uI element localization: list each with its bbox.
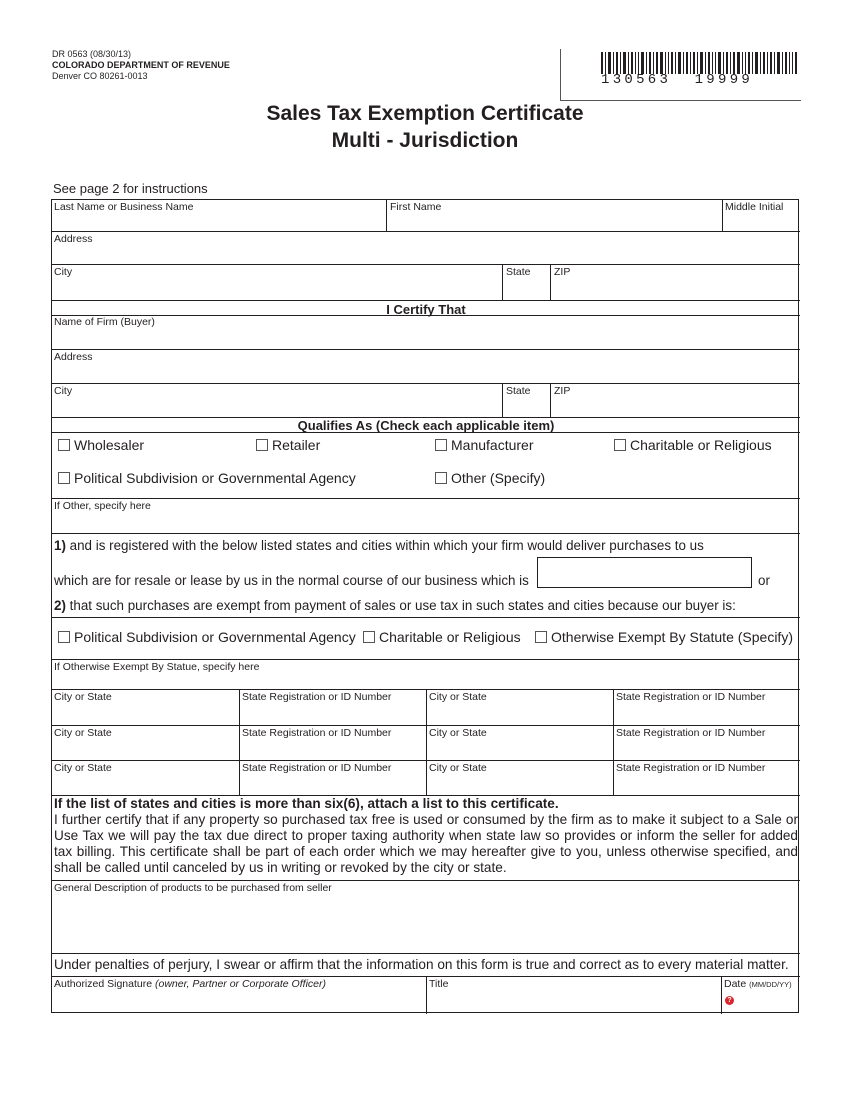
barcode-area	[560, 49, 801, 101]
checkbox-icon[interactable]	[58, 439, 70, 451]
checkbox-icon[interactable]	[58, 631, 70, 643]
certification-paragraph	[54, 796, 798, 876]
buyer-city-label: City	[54, 385, 73, 397]
reg-city-state-label: City or State	[429, 691, 487, 703]
form-title: Sales Tax Exemption Certificate	[266, 102, 584, 125]
buyer-state-label: State	[506, 385, 531, 397]
first-name-label: First Name	[390, 201, 442, 213]
reg-id-label: State Registration or ID Number	[242, 762, 392, 774]
statement-1: 1) and is registered with the below listed states and cities within which your firm would deliver purchases to us	[54, 538, 704, 553]
last-name-label: Last Name or Business Name	[54, 201, 194, 213]
seller-city-label: City	[54, 266, 73, 278]
other-specify-checkbox[interactable]: Other (Specify)	[435, 470, 545, 486]
reg-city-state-label: City or State	[429, 762, 487, 774]
checkbox-icon[interactable]	[363, 631, 375, 643]
political-subdivision-checkbox[interactable]: Political Subdivision or Governmental Agency	[58, 470, 356, 486]
reg-city-state-label: City or State	[54, 762, 112, 774]
checkbox-icon[interactable]	[435, 472, 447, 484]
reg-id-label: State Registration or ID Number	[242, 727, 392, 739]
certification-text: I further certify that if any property so purchased tax free is used or consumed by the firm as to make it subject to a Sale or Use Tax we will pay the tax due direct to proper taxing authority when state law so provides or inform the seller for added tax billing. This certificate shall be part of each order which we may hereafter give to you, unless otherwise specified, and shall be called until canceled by us in writing or revoked by the city or state.	[54, 812, 798, 875]
help-icon[interactable]: ?	[725, 996, 734, 1005]
reg-id-label: State Registration or ID Number	[616, 727, 766, 739]
date-label: Date (MM/DD/YY)	[724, 978, 792, 990]
firm-name-label: Name of Firm (Buyer)	[54, 316, 155, 328]
statement-2: 2) that such purchases are exempt from payment of sales or use tax in such states and cities because our buyer is:	[54, 598, 736, 613]
instructions-note: See page 2 for instructions	[53, 181, 208, 196]
agency-address: Denver CO 80261-0013	[52, 71, 148, 81]
product-description-label: General Description of products to be purchased from seller	[54, 882, 332, 894]
barcode-number: 130563 19999	[601, 72, 754, 88]
reg-city-state-label: City or State	[429, 727, 487, 739]
exempt-statute-checkbox[interactable]: Otherwise Exempt By Statute (Specify)	[535, 629, 793, 645]
manufacturer-checkbox[interactable]: Manufacturer	[435, 437, 533, 453]
form-body	[51, 199, 799, 1013]
business-type-field[interactable]	[537, 557, 752, 588]
charitable-checkbox[interactable]: Charitable or Religious	[614, 437, 772, 453]
seller-address-label: Address	[54, 233, 93, 245]
statement-1-continued: which are for resale or lease by us in the normal course of our business which is	[54, 573, 529, 588]
seller-state-label: State	[506, 266, 531, 278]
signature-label: Authorized Signature (owner, Partner or Corporate Officer)	[54, 978, 326, 990]
wholesaler-checkbox[interactable]: Wholesaler	[58, 437, 144, 453]
barcode-icon	[601, 52, 797, 74]
buyer-zip-label: ZIP	[554, 385, 571, 397]
checkbox-icon[interactable]	[58, 472, 70, 484]
form-subtitle: Multi - Jurisdiction	[331, 129, 519, 152]
certify-heading: I Certify That	[386, 302, 466, 317]
checkbox-icon[interactable]	[535, 631, 547, 643]
middle-initial-label: Middle Initial	[725, 201, 784, 213]
checkbox-icon[interactable]	[256, 439, 268, 451]
reg-city-state-label: City or State	[54, 727, 112, 739]
reg-id-label: State Registration or ID Number	[242, 691, 392, 703]
reg-city-state-label: City or State	[54, 691, 112, 703]
perjury-statement: Under penalties of perjury, I swear or affirm that the information on this form is true and correct as to every material matter.	[54, 957, 789, 972]
exempt-charitable-checkbox[interactable]: Charitable or Religious	[363, 629, 521, 645]
qualifies-heading: Qualifies As (Check each applicable item)	[297, 418, 555, 433]
title-label: Title	[429, 978, 449, 990]
form-header	[52, 49, 230, 82]
form-id: DR 0563 (08/30/13)	[52, 49, 132, 59]
reg-id-label: State Registration or ID Number	[616, 691, 766, 703]
exempt-specify-label: If Otherwise Exempt By Statue, specify here	[54, 661, 260, 673]
retailer-checkbox[interactable]: Retailer	[256, 437, 320, 453]
checkbox-icon[interactable]	[614, 439, 626, 451]
exempt-political-checkbox[interactable]: Political Subdivision or Governmental Agency	[58, 629, 356, 645]
buyer-address-label: Address	[54, 351, 93, 363]
or-text: or	[758, 573, 770, 588]
agency-name: COLORADO DEPARTMENT OF REVENUE	[52, 60, 230, 70]
reg-id-label: State Registration or ID Number	[616, 762, 766, 774]
attach-list-note: If the list of states and cities is more than six(6), attach a list to this certificate.	[54, 796, 559, 811]
other-specify-label: If Other, specify here	[54, 500, 151, 512]
seller-zip-label: ZIP	[554, 266, 571, 278]
checkbox-icon[interactable]	[435, 439, 447, 451]
